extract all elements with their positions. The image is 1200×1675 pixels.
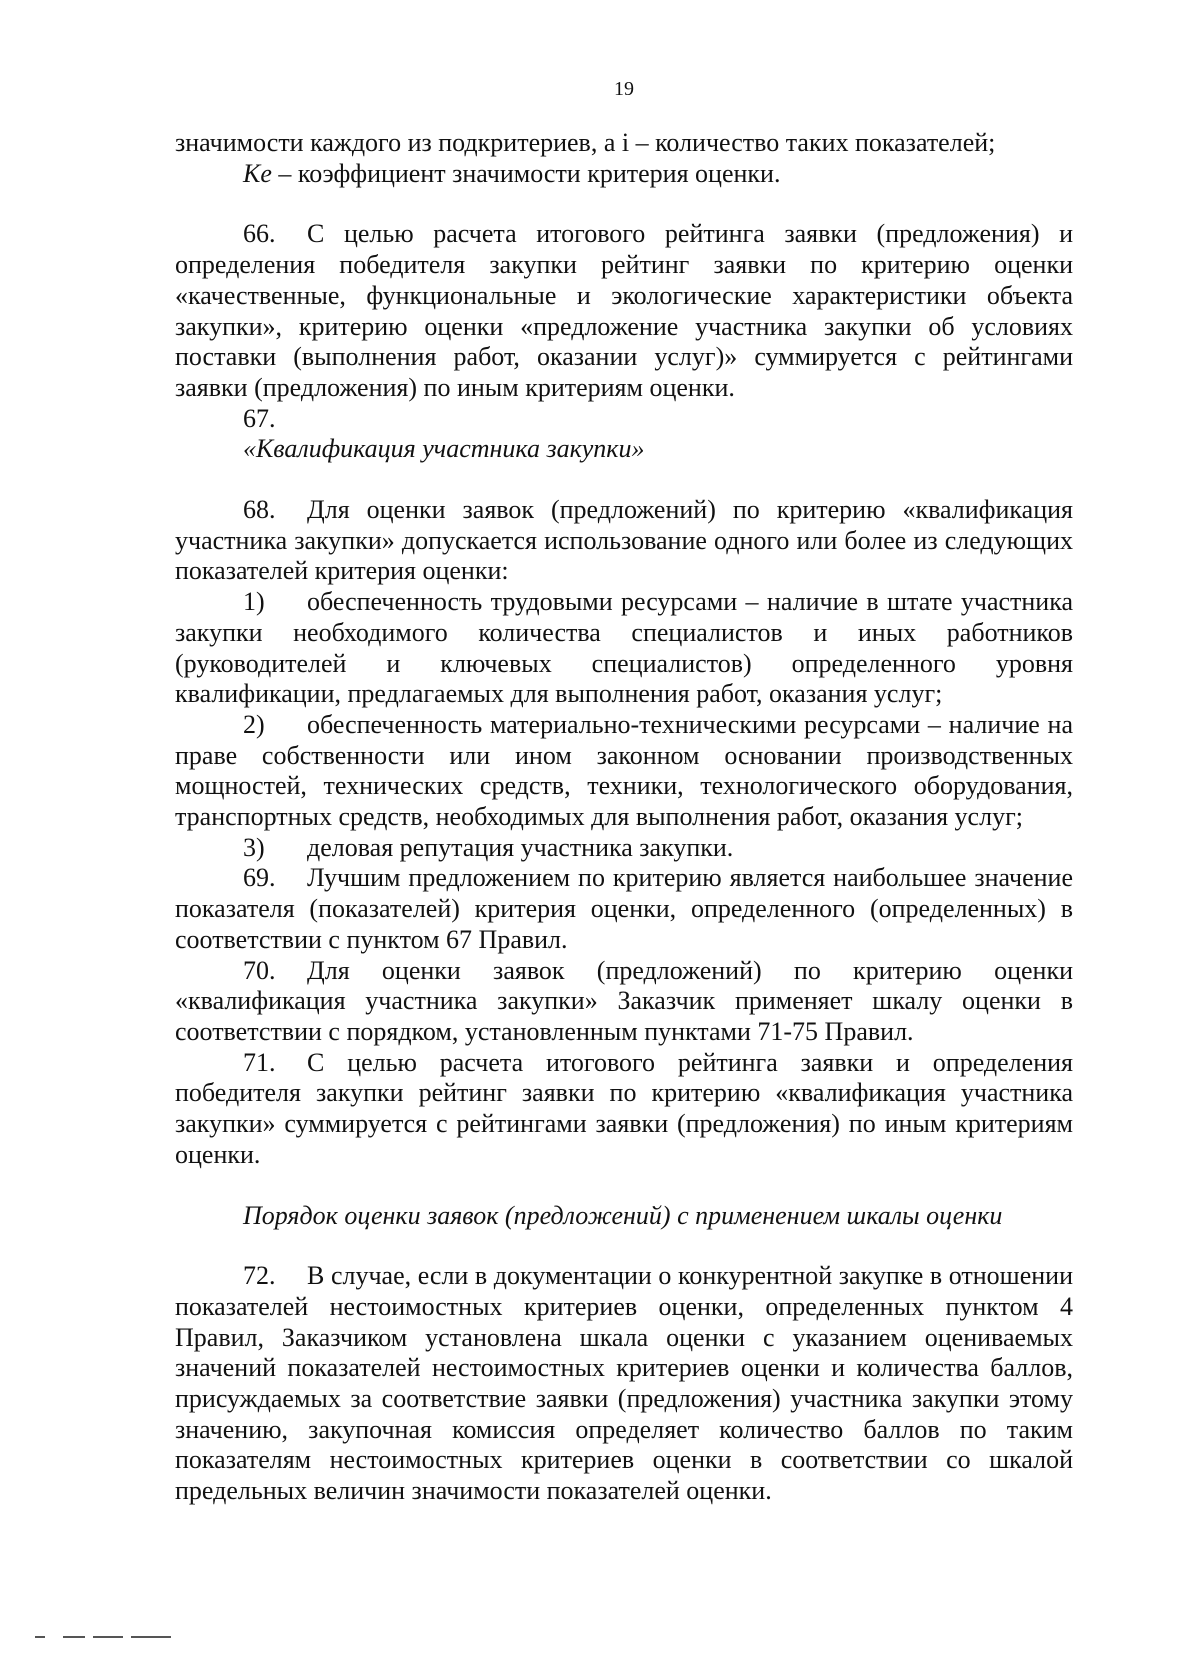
paragraph-68 bbox=[175, 495, 1073, 587]
paragraph-number: 71. bbox=[243, 1047, 276, 1077]
list-item-1 bbox=[175, 587, 1073, 710]
list-item-number: 3) bbox=[243, 832, 265, 862]
paragraph-text: С целью расчета итогового рейтинга заявки (предложения) и определения победителя закупки рейтинг заявки по критерию оценки «качественные, функциональные и экологические характеристики объекта закупки», критерию оценки «предложение участника закупки об условиях поставки (выполнения работ, оказании услуг)» суммируется с рейтингами заявки (предложения) по иным критериям оценки. bbox=[175, 219, 1073, 402]
list-item-text: обеспеченность трудовыми ресурсами – наличие в штате участника закупки необходимого количества специалистов и иных работников (руководителей и ключевых специалистов) определенного уровня квалификации, предлагаемых для выполнения работ, оказания услуг; bbox=[175, 587, 1073, 709]
page-number: 19 bbox=[614, 78, 634, 100]
list-item-number: 1) bbox=[243, 587, 265, 617]
paragraph-71 bbox=[175, 1048, 1073, 1171]
paragraph-number: 67. bbox=[243, 403, 276, 433]
list-item-text: обеспеченность материально-техническими ресурсами – наличие на праве собственности или ином законном основании производственных мощностей, технических средств, техники, технологического оборудования, транспортных средств, необходимых для выполнения работ, оказания услуг; bbox=[175, 709, 1073, 832]
section-heading-qualification: «Квалификация участника закупки» bbox=[243, 434, 645, 464]
ke-definition-text: – коэффициент значимости критерия оценки. bbox=[271, 158, 781, 188]
paragraph-69 bbox=[175, 863, 1073, 955]
paragraph-text: В случае, если в документации о конкурентной закупке в отношении показателей нестоимостных критериев оценки, определенных пунктом 4 Правил, Заказчиком установлена шкала оценки с указанием оцениваемых значений показателей нестоимостных критериев оценки и количества баллов, присуждаемых за соответствие заявки (предложения) участника закупки этому значению, закупочная комиссия определяет количество баллов по таким показателям нестоимостных критериев оценки в соответствии со шкалой предельных величин значимости показателей оценки. bbox=[175, 1261, 1073, 1506]
paragraph-text: С целью расчета итогового рейтинга заявки и определения победителя закупки рейтинг заявки по критерию «квалификация участника закупки» суммируется с рейтингами заявки (предложения) по иным критериям оценки. bbox=[175, 1047, 1073, 1169]
paragraph-text: Лучшим предложением по критерию является наибольшее значение показателя (показателей) критерия оценки, определенного (определенных) в соответствии с пунктом 67 Правил. bbox=[175, 863, 1073, 954]
list-item-3 bbox=[175, 833, 1073, 864]
ke-symbol: Ke bbox=[243, 158, 272, 188]
paragraph-72 bbox=[175, 1261, 1073, 1507]
list-item-text: деловая репутация участника закупки. bbox=[307, 832, 734, 862]
paragraph-67 bbox=[175, 404, 1073, 435]
paragraph-number: 68. bbox=[243, 495, 276, 525]
document-body bbox=[175, 128, 1073, 1507]
paragraph-66 bbox=[175, 219, 1073, 403]
paragraph-number: 66. bbox=[243, 219, 276, 249]
list-item-number: 2) bbox=[243, 709, 265, 739]
paragraph-text: Для оценки заявок (предложений) по критерию «квалификация участника закупки» допускается использование одного или более из следующих показателей критерия оценки: bbox=[175, 495, 1073, 586]
list-item-2 bbox=[175, 710, 1073, 833]
paragraph-number: 69. bbox=[243, 863, 276, 893]
paragraph-number: 72. bbox=[243, 1261, 276, 1291]
scan-footer-marks bbox=[35, 1636, 175, 1640]
paragraph-text: Для оценки заявок (предложений) по критерию оценки «квалификация участника закупки» Заказчик применяет шкалу оценки в соответствии с порядком, установленным пунктами 71-75 Правил. bbox=[175, 955, 1073, 1046]
paragraph-70 bbox=[175, 956, 1073, 1048]
paragraph-number: 70. bbox=[243, 955, 276, 985]
continuation-line: значимости каждого из подкритериев, а i – количество таких показателей; bbox=[175, 128, 996, 157]
section-heading-scale-evaluation: Порядок оценки заявок (предложений) с применением шкалы оценки bbox=[243, 1200, 1003, 1230]
ke-definition-line bbox=[175, 159, 1073, 190]
